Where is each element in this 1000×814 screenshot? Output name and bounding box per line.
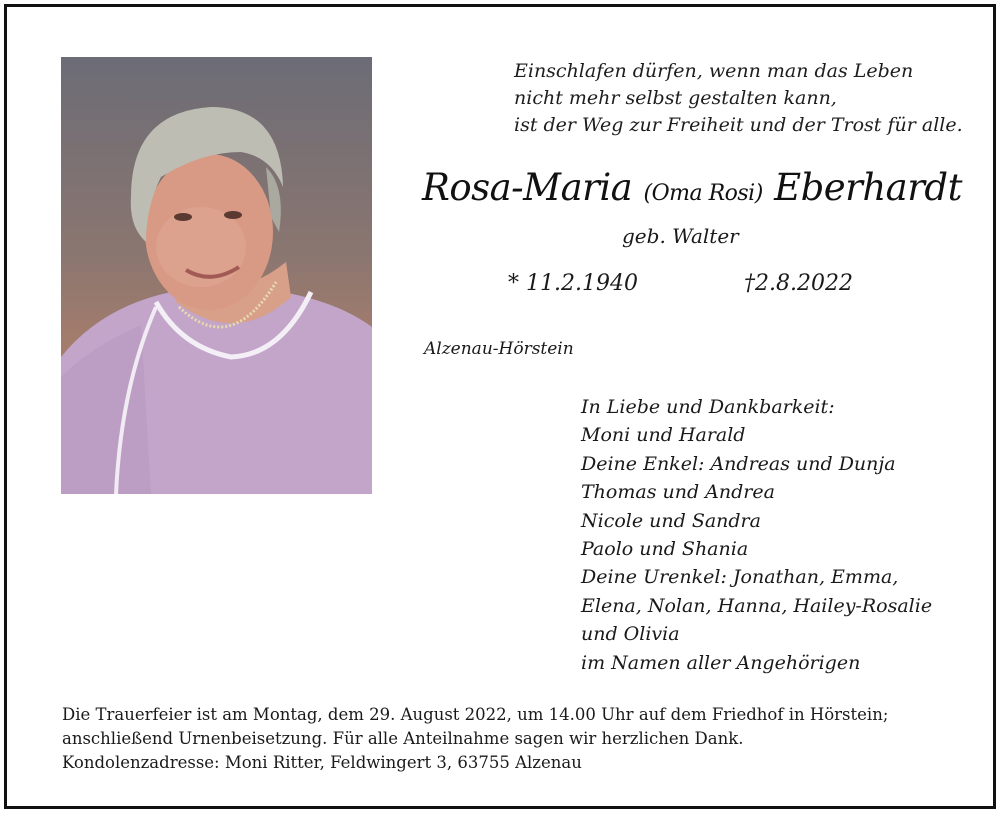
- portrait-illustration: [61, 57, 372, 494]
- family-line: Deine Enkel: Andreas und Dunja: [581, 452, 896, 475]
- family-line: im Namen aller Angehörigen: [581, 651, 861, 674]
- nickname: (Oma Rosi): [643, 181, 763, 206]
- quote-line: ist der Weg zur Freiheit und der Trost für alle.: [514, 114, 963, 136]
- family-line: Nicole und Sandra: [581, 509, 761, 532]
- place: Alzenau-Hörstein: [424, 339, 574, 359]
- last-name: Eberhardt: [774, 166, 962, 209]
- family-line: Elena, Nolan, Hanna, Hailey-Rosalie: [581, 594, 933, 617]
- quote-block: [514, 58, 963, 139]
- quote-line: nicht mehr selbst gestalten kann,: [514, 87, 837, 109]
- family-line: Paolo und Shania: [581, 538, 749, 561]
- family-line: und Olivia: [581, 623, 680, 646]
- birth-date: * 11.2.1940: [508, 271, 638, 296]
- deceased-name: [422, 166, 962, 209]
- footer-line: Kondolenzadresse: Moni Ritter, Feldwingert 3, 63755 Alzenau: [62, 753, 582, 772]
- family-list: [581, 393, 932, 677]
- footer-line: anschließend Urnenbeisetzung. Für alle Anteilnahme sagen wir herzlichen Dank.: [62, 729, 744, 748]
- first-name: Rosa-Maria: [422, 166, 633, 209]
- family-line: In Liebe und Dankbarkeit:: [581, 396, 835, 418]
- family-line: Moni und Harald: [581, 424, 746, 447]
- quote-line: Einschlafen dürfen, wenn man das Leben: [514, 60, 914, 82]
- death-date: †2.8.2022: [744, 271, 853, 296]
- portrait-photo: [61, 57, 372, 494]
- footer-line: Die Trauerfeier ist am Montag, dem 29. August 2022, um 14.00 Uhr auf dem Friedhof in Hörstein;: [62, 705, 889, 724]
- born-name: geb. Walter: [622, 224, 739, 248]
- family-line: Thomas und Andrea: [581, 481, 775, 504]
- family-line: Deine Urenkel: Jonathan, Emma,: [581, 566, 899, 589]
- funeral-info: [62, 703, 888, 775]
